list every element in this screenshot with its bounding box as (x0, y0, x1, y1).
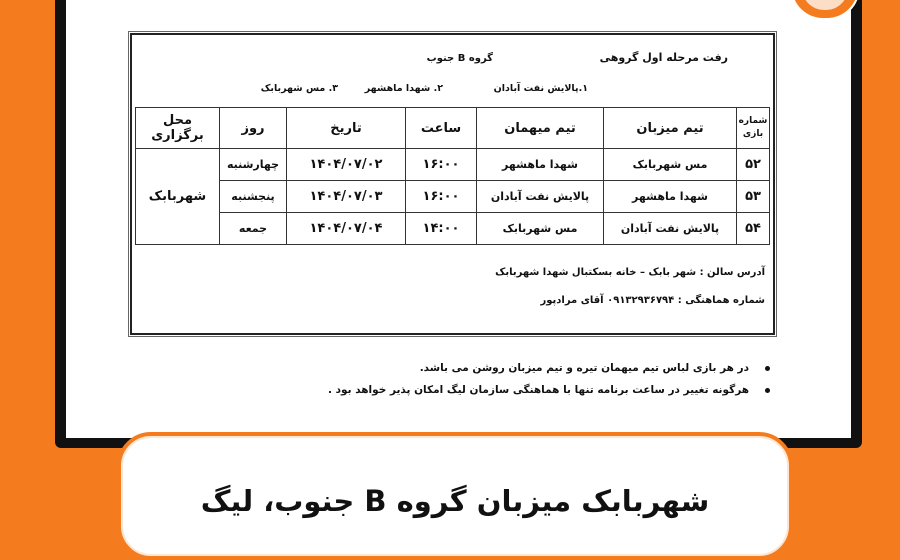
team-1: ۱.پالایش نفت آبادان (493, 83, 588, 94)
col-day: روز (220, 108, 287, 149)
game-date: ۱۴۰۴/۰۷/۰۴ (287, 213, 406, 245)
schedule-sheet (130, 33, 775, 335)
col-venue: محل برگزاری (136, 108, 220, 149)
game-day: جمعه (220, 213, 287, 245)
game-day: چهارشنبه (220, 149, 287, 181)
guest-team: شهدا ماهشهر (477, 149, 604, 181)
hall-address: آدرس سالن : شهر بابک – خانه بسکتبال شهدا شهربابک (495, 267, 765, 278)
table-row (136, 149, 770, 181)
table-row (136, 181, 770, 213)
game-day: پنجشنبه (220, 181, 287, 213)
team-3: ۳. مس شهربابک (260, 83, 338, 94)
caption-banner (117, 432, 793, 560)
contact-number: شماره هماهنگی : ۰۹۱۳۲۹۳۶۷۹۴ آقای مرادپور (540, 295, 765, 306)
game-number: ۵۲ (737, 149, 770, 181)
stage-title: رفت مرحله اول گروهی (599, 51, 728, 64)
col-game-number: شماره بازی (737, 108, 770, 149)
home-team: مس شهربابک (604, 149, 737, 181)
bullet-icon (765, 388, 770, 393)
game-number: ۵۴ (737, 213, 770, 245)
guest-team: پالایش نفت آبادان (477, 181, 604, 213)
note-text: هرگونه تغییر در ساعت برنامه تنها با هماهنگی سازمان لیگ امکان پذیر خواهد بود . (327, 384, 749, 396)
team-2: ۲. شهدا ماهشهر (364, 83, 443, 94)
venue-cell: شهربابک (136, 149, 220, 245)
schedule-table (135, 107, 770, 245)
home-team: شهدا ماهشهر (604, 181, 737, 213)
list-item (210, 384, 770, 396)
home-team: پالایش نفت آبادان (604, 213, 737, 245)
group-title: گروه B جنوب (426, 53, 493, 64)
notes-list (210, 362, 770, 406)
game-time: ۱۶:۰۰ (406, 149, 477, 181)
note-text: در هر بازی لباس تیم میهمان تیره و تیم میزبان روشن می باشد. (419, 362, 749, 374)
col-guest-team: تیم میهمان (477, 108, 604, 149)
col-time: ساعت (406, 108, 477, 149)
table-header-row (136, 108, 770, 149)
logo-emblem (802, 0, 848, 10)
col-home-team: تیم میزبان (604, 108, 737, 149)
game-time: ۱۴:۰۰ (406, 213, 477, 245)
game-date: ۱۴۰۴/۰۷/۰۳ (287, 181, 406, 213)
game-date: ۱۴۰۴/۰۷/۰۲ (287, 149, 406, 181)
bullet-icon (765, 366, 770, 371)
table-row (136, 213, 770, 245)
col-date: تاریخ (287, 108, 406, 149)
list-item (210, 362, 770, 374)
game-time: ۱۶:۰۰ (406, 181, 477, 213)
guest-team: مس شهربابک (477, 213, 604, 245)
banner-headline: شهربابک میزبان گروه B جنوب، لیگ (200, 484, 710, 518)
game-number: ۵۳ (737, 181, 770, 213)
